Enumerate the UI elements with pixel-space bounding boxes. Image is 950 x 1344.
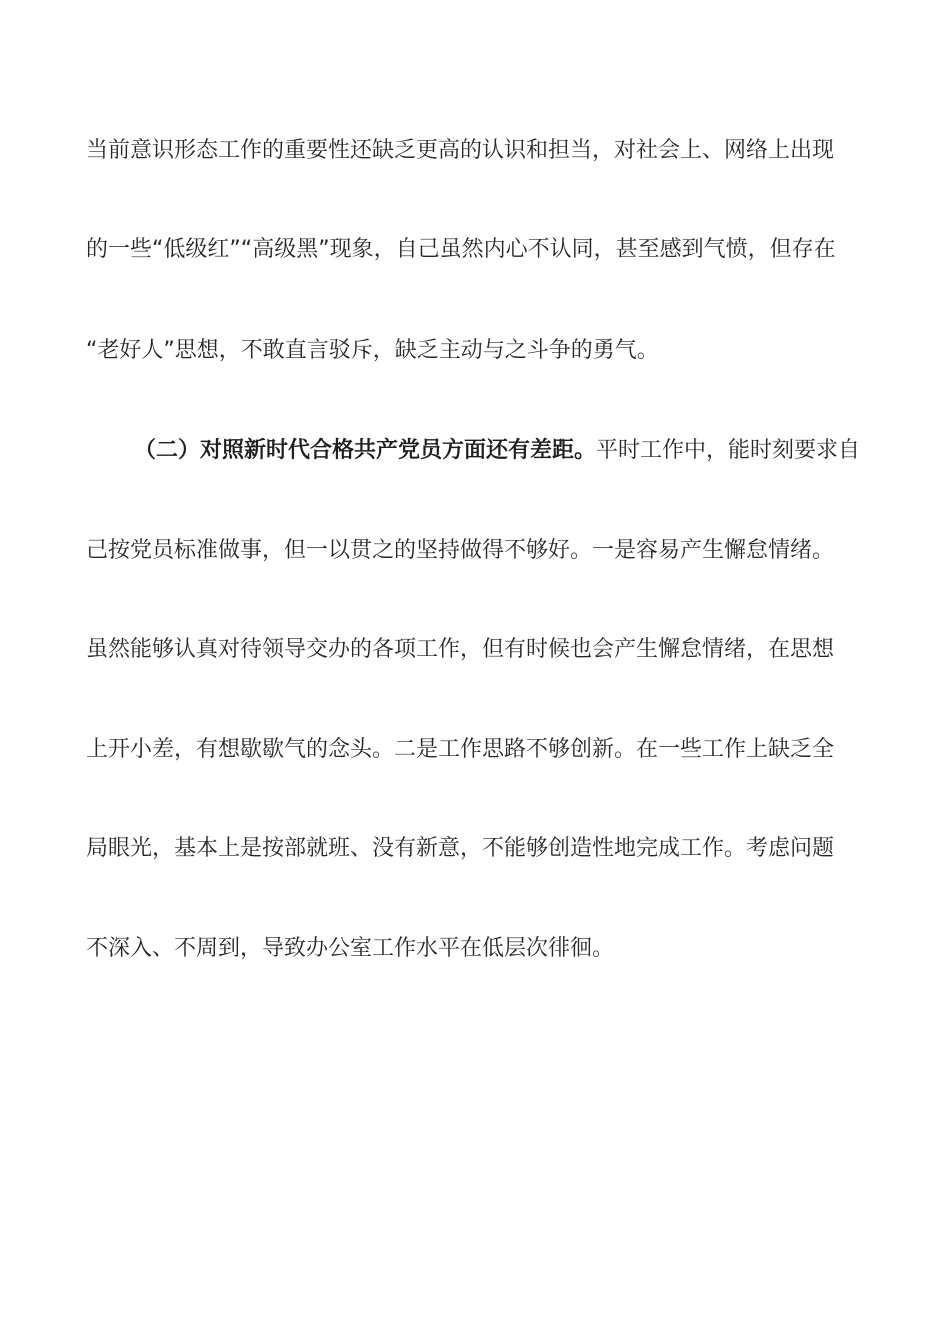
paragraph-2-line-4: 上开小差，有想歇歇气的念头。二是工作思路不够创新。在一些工作上缺乏全 (86, 737, 835, 762)
paragraph-2-line-5: 局眼光，基本上是按部就班、没有新意，不能够创造性地完成工作。考虑问题 (86, 836, 835, 861)
paragraph-1-line-1: 当前意识形态工作的重要性还缺乏更高的认识和担当，对社会上、网络上出现 (86, 138, 835, 163)
paragraph-2-line-3: 虽然能够认真对待领导交办的各项工作，但有时候也会产生懈怠情绪，在思想 (86, 637, 835, 662)
paragraph-1-line-3: “老好人”思想，不敢直言驳斥，缺乏主动与之斗争的勇气。 (86, 338, 659, 363)
paragraph-2-first-line-text: 平时工作中，能时刻要求自 (596, 438, 861, 463)
paragraph-2-line-2: 己按党员标准做事，但一以贯之的坚持做得不够好。一是容易产生懈怠情绪。 (86, 538, 835, 563)
paragraph-1-line-2: 的一些“低级红”“高级黑”现象，自己虽然内心不认同，甚至感到气愤，但存在 (86, 237, 836, 262)
section-heading: （二）对照新时代合格共产党员方面还有差距。 (134, 438, 597, 463)
paragraph-2-line-6: 不深入、不周到，导致办公室工作水平在低层次徘徊。 (86, 936, 615, 961)
paragraph-2-first-line (134, 436, 860, 466)
